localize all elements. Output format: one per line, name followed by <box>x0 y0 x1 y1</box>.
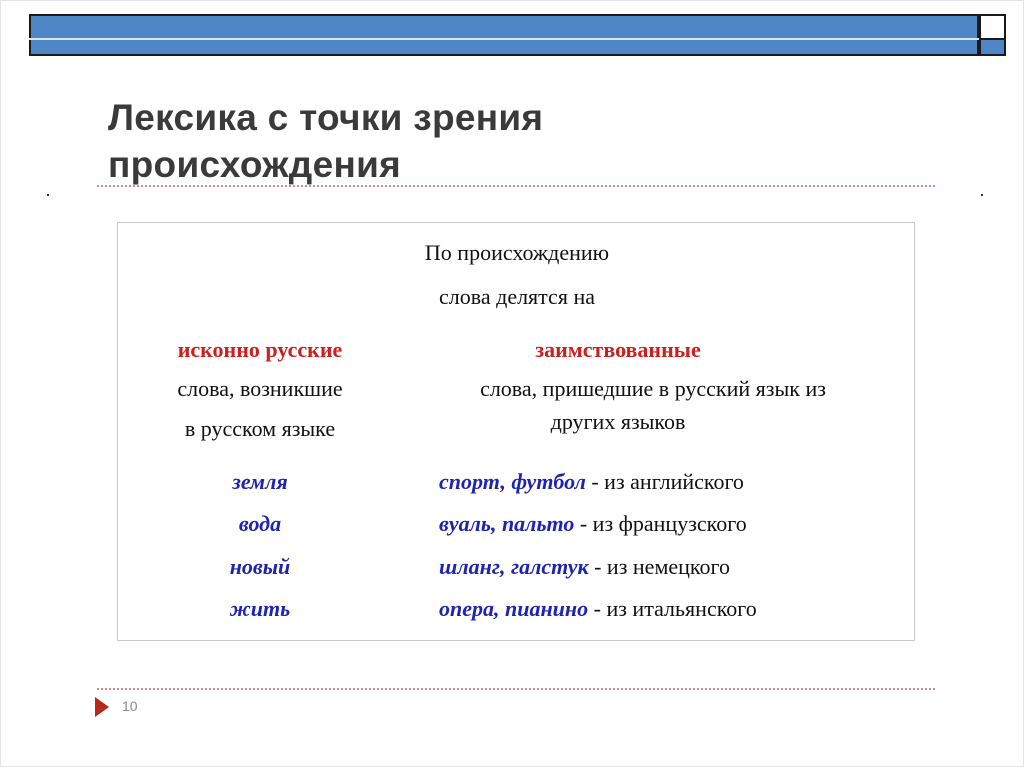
header-bar-lower <box>29 40 979 56</box>
play-arrow-icon <box>95 697 109 717</box>
borrowed-example <box>439 554 730 580</box>
intro-line-2: слова делятся на <box>439 284 595 309</box>
title-divider-dot-right <box>981 194 983 196</box>
slide-title-line-1: Лексика с точки зрения <box>108 97 544 138</box>
native-example: земля <box>232 469 288 494</box>
borrowed-example-origin: - из немецкого <box>588 554 730 579</box>
intro-line-1: По происхождению <box>424 240 610 265</box>
borrowed-example-words: спорт, футбол <box>439 469 586 494</box>
footer-divider <box>97 688 935 690</box>
native-desc-line-1: слова, возникшие <box>177 376 343 401</box>
header-corner-box-lower <box>979 40 1006 56</box>
borrowed-example <box>439 511 747 537</box>
borrowed-example-words: шланг, галстук <box>439 554 589 579</box>
header-bar <box>29 14 979 40</box>
borrowed-heading: заимствованные <box>535 337 701 362</box>
borrowed-desc-line-1: слова, пришедшие в русский язык из <box>480 376 826 401</box>
title-divider <box>97 185 935 187</box>
native-example: жить <box>229 596 291 621</box>
borrowed-example-words: вуаль, пальто <box>439 511 575 536</box>
header-corner-box <box>979 14 1006 40</box>
native-example: новый <box>229 554 291 579</box>
slide-title <box>108 94 808 188</box>
borrowed-desc-line-2: других языков <box>550 409 686 434</box>
borrowed-example <box>439 469 744 495</box>
borrowed-example-words: опера, пианино <box>439 596 589 621</box>
borrowed-example-origin: - из английского <box>585 469 744 494</box>
title-divider-dot-left <box>47 194 49 196</box>
borrowed-example <box>439 596 757 622</box>
page-number: 10 <box>122 698 138 714</box>
native-example: вода <box>238 511 282 536</box>
borrowed-example-origin: - из итальянского <box>588 596 757 621</box>
native-heading: исконно русские <box>177 337 343 362</box>
content-box <box>117 222 915 641</box>
slide-title-line-2: происхождения <box>108 144 402 185</box>
borrowed-example-origin: - из французского <box>574 511 747 536</box>
native-desc-line-2: в русском языке <box>184 416 336 441</box>
